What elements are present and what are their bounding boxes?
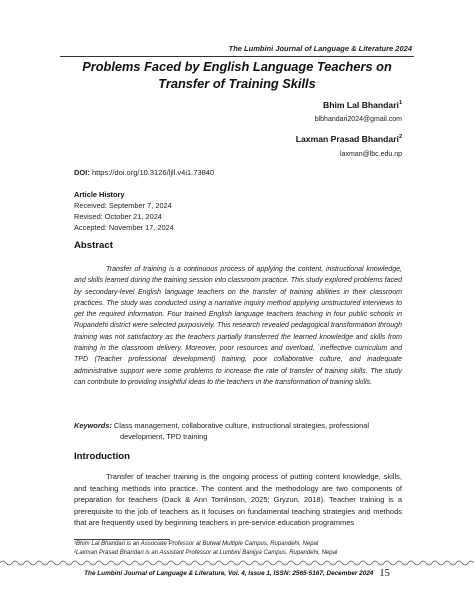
revised-date: Revised: October 21, 2024 (74, 212, 162, 221)
author-2-marker: 2 (398, 134, 402, 141)
author-1-name: Bhim Lal Bhandari (323, 100, 399, 110)
doi-label: DOI: (74, 168, 90, 177)
article-history-title: Article History (74, 190, 125, 199)
abstract-heading: Abstract (74, 240, 113, 251)
received-date: Received: September 7, 2024 (74, 201, 172, 210)
article-title: Problems Faced by English Language Teachers on Transfer of Training Skills (82, 59, 392, 91)
author-1-email[interactable]: blbhandari2024@gmail.com (314, 116, 402, 123)
keywords-text: Class management, collaborative culture, instructional strategies, professional development, TPD training (113, 421, 369, 441)
footnote-rule (74, 539, 170, 540)
header-rule (60, 56, 414, 57)
introduction-text: Transfer of teacher training is the ongoing process of putting content knowledge, skills, and teaching methods into practice. The content and the methodology are two components of preparation for teachers (Dack & Ann Tomlinson, 2025; Gryzun, 2018). Teacher training is a prerequisite to the job of teachers as it focuses on fundamental teaching strategies and methods that are frequently used by beginning teachers in pre-service education programmes (74, 472, 402, 527)
abstract-body (74, 264, 402, 388)
author-2-name: Laxman Prasad Bhandari (295, 134, 399, 144)
introduction-heading: Introduction (74, 451, 130, 462)
keywords (74, 420, 402, 442)
footnote-2: ²Laxman Prasad Bhandari is an Assistant Professor at Lumbini Banijya Campus, Rupandehi, Nepal (74, 550, 338, 556)
introduction-body (74, 471, 402, 529)
doi-link[interactable]: https://doi.org/10.3126/ljll.v4i1.73840 (91, 168, 215, 177)
footer-citation: The Lumbini Journal of Language & Literature, Vol. 4, Issue 1, ISSN: 2565-5167, December 2024 (84, 570, 374, 577)
author-1 (323, 100, 402, 110)
page-number: 15 (379, 568, 390, 579)
author-1-marker: 1 (398, 100, 402, 107)
doi (74, 168, 214, 177)
footer-wave-divider (0, 559, 474, 567)
author-2-email[interactable]: laxman@lbc.edu.np (340, 151, 402, 158)
accepted-date: Accepted: November 17, 2024 (74, 223, 174, 232)
page-footer (60, 568, 414, 579)
keywords-label: Keywords: (74, 421, 112, 430)
footnote-1: ¹Bhim Lal Bhandari is an Associate Professor at Butwal Multiple Campus, Rupandehi, Nepal (74, 541, 319, 547)
author-2 (296, 134, 402, 144)
running-header: The Lumbini Journal of Language & Literature 2024 (228, 44, 412, 53)
abstract-text: Transfer of training is a continuous process of applying the content, instructional knowledge, and skills learned during the training session into classroom practice. This study explored problems faced by secondary-level English language teachers on the transfer of training abilities in their classroom practices. The study was conducted using a narrative inquiry method applying unstructured interviews to get the required information. Four trained English language teachers teaching in four public schools in Rupandehi district were selected purposively. This research revealed pedagogical transformation through training was not satisfactory as the teachers partially transferred the learned knowledge and skills from training in the classroom delivery. Moreover, poor resources and overload, `ineffective curriculum and TPD (Teacher professional development) training, poor collaborative culture, and inadequate administrative support were some problems to increase the rate of transfer of training skills. The study can contribute to providing insightful ideas to the teachers in the transformation of training skills. (74, 266, 402, 386)
